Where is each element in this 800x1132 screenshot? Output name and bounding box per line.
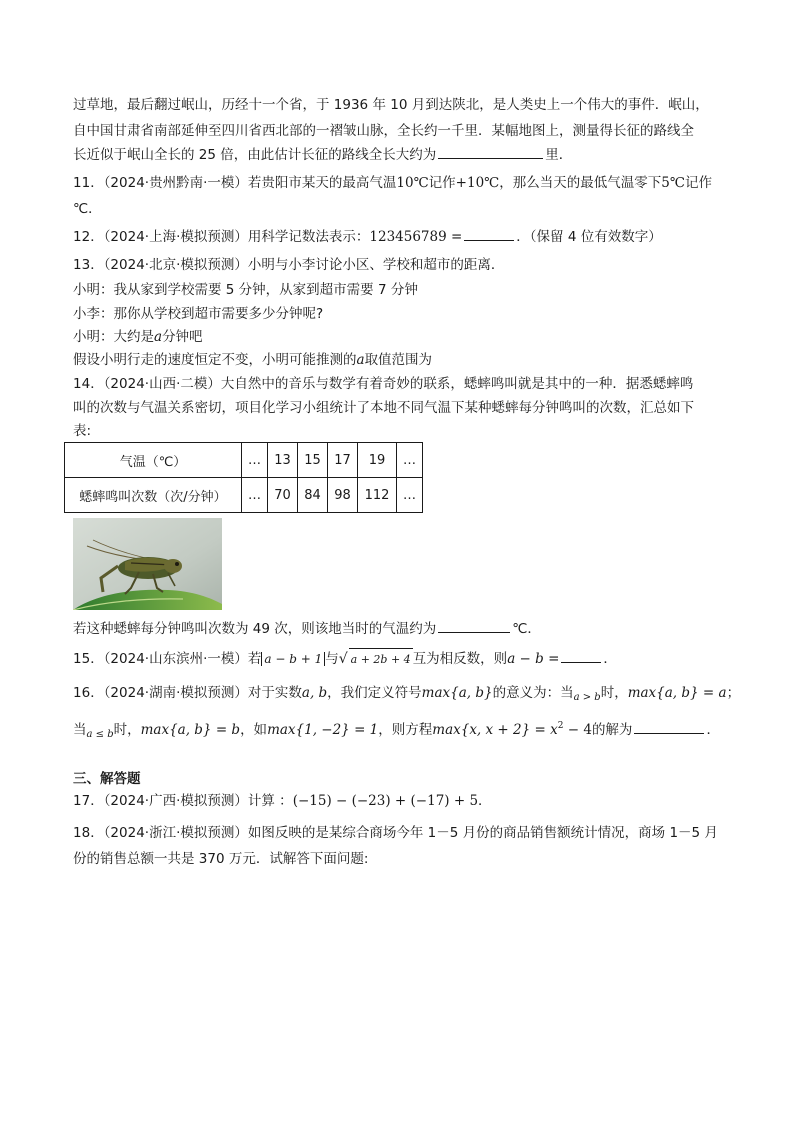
table-cell: …	[397, 443, 423, 478]
dialogue-line-4: 假设小明行走的速度恒定不变，小明可能推测的a取值范围为	[73, 352, 433, 368]
question-15: 15．（2024·山东滨州·一模）若 a − b + 1 与√ a + 2b + 4 互为相反数，则a − b = ．	[73, 648, 617, 671]
dialogue-line-1: 小明：我从家到学校需要 5 分钟，从家到超市需要 7 分钟	[73, 282, 418, 298]
table-cell: 112	[358, 478, 397, 513]
table-cell: …	[242, 478, 268, 513]
table-cell: 84	[298, 478, 328, 513]
question-12: 12．（2024·上海·模拟预测）用科学记数法表示：123456789 = ．（保留 4 位有效数字）	[73, 226, 662, 248]
table-cell: 13	[268, 443, 298, 478]
question-18: 18．（2024·浙江·模拟预测）如图反映的是某综合商场今年 1－5 月份的商品销售额统计情况，商场 1－5 月	[73, 825, 718, 841]
table-row	[65, 478, 423, 513]
dialogue-line-2: 小李：那你从学校到超市需要多少分钟呢?	[73, 306, 324, 322]
section-heading: 三、解答题	[73, 771, 141, 787]
question-14: 14．（2024·山西·二模）大自然中的音乐与数学有着奇妙的联系，蟋蟀鸣叫就是其中的一种．据悉蟋蟀鸣	[73, 376, 694, 392]
table-cell: 98	[328, 478, 358, 513]
question-11-line-2: ℃．	[73, 201, 102, 217]
table-cell: 70	[268, 478, 298, 513]
intro-line-2: 自中国甘肃省南部延伸至四川省西北部的一褶皱山脉，全长约一千里．某幅地图上，测量得长征的路线全	[73, 123, 694, 139]
answer-blank[interactable]	[634, 719, 704, 734]
intro-line-1: 过草地，最后翻过岷山，历经十一个省，于 1936 年 10 月到达陕北，是人类史上一个伟大的事件．岷山，	[73, 97, 709, 113]
cricket-data-table	[64, 442, 423, 513]
answer-blank[interactable]	[438, 144, 543, 159]
absolute-value-expression: a − b + 1	[261, 652, 325, 666]
table-cell: …	[242, 443, 268, 478]
question-13: 13．（2024·北京·模拟预测）小明与小李讨论小区、学校和超市的距离．	[73, 257, 505, 273]
question-17: 17．（2024·广西·模拟预测）计算 ：(−15) − (−23) + (−17) + 5．	[73, 793, 492, 809]
table-cell: 蟋蟀鸣叫次数（次/分钟）	[65, 478, 242, 513]
cricket-photo	[73, 518, 222, 610]
sqrt-expression: a + 2b + 4	[349, 648, 413, 671]
answer-blank[interactable]	[561, 648, 601, 663]
question-14-line-3: 表:	[73, 423, 92, 439]
question-14-after: 若这种蟋蟀每分钟鸣叫次数为 49 次，则该地当时的气温约为 ℃．	[73, 618, 541, 640]
table-row	[65, 443, 423, 478]
dialogue-line-3: 小明：大约是a分钟吧	[73, 329, 203, 345]
question-14-line-2: 叫的次数与气温关系密切，项目化学习小组统计了本地不同气温下某种蟋蟀每分钟鸣叫的次数，汇总如下	[73, 400, 694, 416]
intro-line-3: 长近似于岷山全长的 25 倍，由此估计长征的路线全长大约为 里．	[73, 144, 572, 166]
question-18-line-2: 份的销售总额一共是 370 万元．试解答下面问题:	[73, 851, 369, 867]
question-16-line-2: 当$_{a \le b}$时，max{a, b} = b，如max{1, −2} = 1，则方程max{x, $x + 2\} = x^2 - 4$的解为 ．	[73, 721, 720, 740]
answer-blank[interactable]	[464, 226, 514, 241]
question-11: 11．（2024·贵州黔南·一模）若贵阳市某天的最高气温10℃记作+10℃，那么当天的最低气温零下5℃记作	[73, 175, 712, 191]
question-16: 16．（2024·湖南·模拟预测）对于实数a, b，我们定义符号max{a, b}的意义为：当$_{a > b}$时，max{a, b} = a；	[73, 685, 741, 703]
table-cell: 19	[358, 443, 397, 478]
table-cell: 17	[328, 443, 358, 478]
table-cell: 15	[298, 443, 328, 478]
table-cell: 气温（℃）	[65, 443, 242, 478]
answer-blank[interactable]	[438, 618, 510, 633]
table-cell: …	[397, 478, 423, 513]
